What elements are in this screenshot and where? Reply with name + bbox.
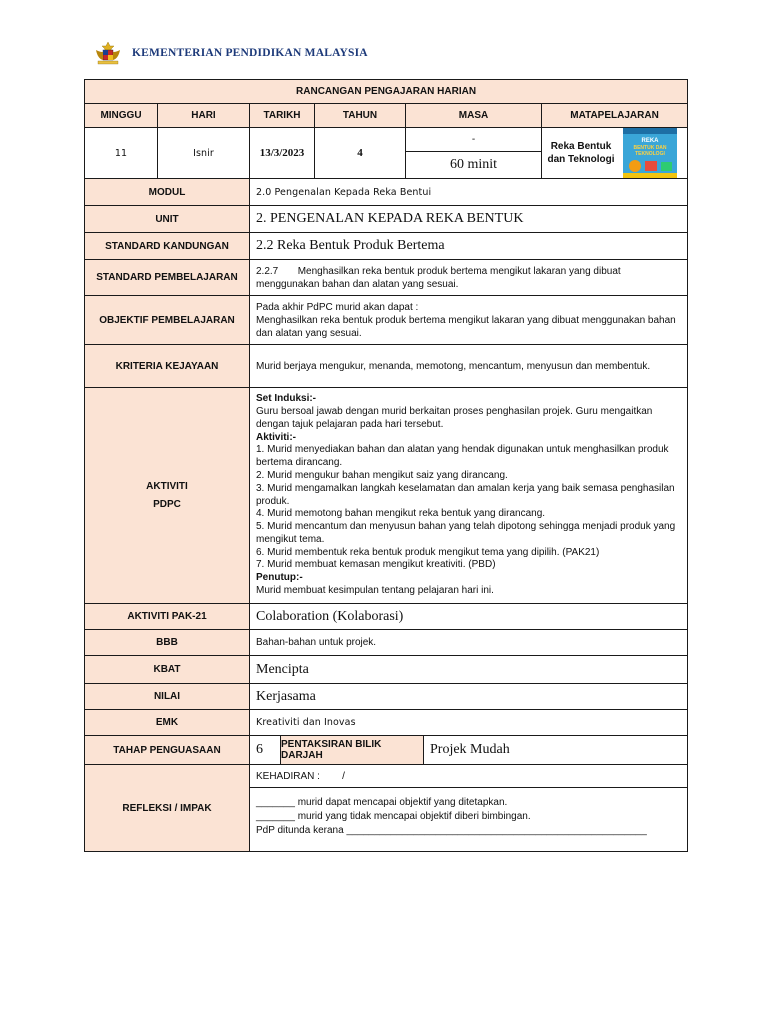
textbook-cover-image	[623, 128, 677, 178]
objektif-cell	[250, 296, 688, 345]
set-induksi-heading: Set Induksi:-	[256, 393, 317, 405]
aktiviti-label-2: PDPC	[153, 498, 181, 510]
col-tarikh: TARIKH	[250, 104, 315, 128]
minggu-value: 11	[85, 128, 158, 179]
pbd-value: Projek Mudah	[430, 742, 510, 757]
objektif-label: OBJEKTIF PEMBELAJARAN	[85, 296, 250, 345]
aktiviti-step: 7. Murid membuat kemasan mengikut kreativiti. (PBD)	[256, 559, 496, 571]
masa-top: -	[406, 129, 541, 152]
refleksi-line3: PdP ditunda kerana ______________________________________________________	[256, 825, 647, 836]
modul-label: MODUL	[85, 179, 250, 206]
col-matapelajaran: MATAPELAJARAN	[542, 104, 688, 128]
tarikh-value: 13/3/2023	[250, 128, 315, 179]
title-row	[85, 80, 688, 104]
bbb-label: BBB	[85, 630, 250, 656]
standard-pembelajaran-label: STANDARD PEMBELAJARAN	[85, 260, 250, 296]
aktiviti-step: 1. Murid menyediakan bahan dan alatan yang hendak digunakan untuk menghasilkan produk bertema dirancang.	[256, 444, 669, 469]
row-objektif	[85, 296, 688, 345]
rph-table	[84, 79, 688, 852]
tahap-label: TAHAP PENGUASAAN	[85, 736, 250, 765]
aktiviti-step: 3. Murid mengamalkan langkah keselamatan dan amalan kerja yang baik semasa penghasilan produk.	[256, 482, 675, 507]
refleksi-line2: _______ murid yang tidak mencapai objektif diberi bimbingan.	[256, 811, 531, 822]
row-refleksi	[85, 765, 688, 852]
svg-text:TEKNOLOGI: TEKNOLOGI	[634, 151, 665, 157]
emk-label: EMK	[85, 710, 250, 736]
col-tahun: TAHUN	[315, 104, 406, 128]
masa-cell	[406, 128, 542, 179]
tahap-value: 6	[250, 736, 281, 764]
aktiviti-label	[85, 388, 250, 604]
kriteria-value: Murid berjaya mengukur, menanda, memotong, mencantum, menyusun dan membentuk.	[250, 345, 688, 388]
page-header	[92, 40, 692, 66]
refleksi-line1: _______ murid dapat mencapai objektif yang ditetapkan.	[256, 797, 508, 808]
matapelajaran-cell	[542, 128, 688, 179]
row-pak21	[85, 604, 688, 630]
row-bbb	[85, 630, 688, 656]
info-row	[85, 128, 688, 179]
kehadiran-text: KEHADIRAN : /	[250, 765, 687, 788]
pak21-value: Colaboration (Kolaborasi)	[250, 604, 688, 630]
aktiviti-step: 4. Murid memotong bahan mengikut reka bentuk yang dirancang.	[256, 508, 546, 520]
matapelajaran-value: Reka Bentuk dan Teknologi	[547, 141, 615, 165]
kbat-value: Mencipta	[250, 656, 688, 684]
row-unit	[85, 206, 688, 233]
objektif-line2: Menghasilkan reka bentuk produk bertema mengikut lakaran yang dibuat menggunakan bahan dan alatan yang sesuai.	[256, 314, 676, 339]
standard-kandungan-label: STANDARD KANDUNGAN	[85, 233, 250, 260]
malaysia-coat-of-arms-icon	[92, 41, 124, 65]
col-hari: HARI	[158, 104, 250, 128]
kriteria-label: KRITERIA KEJAYAAN	[85, 345, 250, 388]
col-minggu: MINGGU	[85, 104, 158, 128]
hari-value: Isnir	[158, 128, 250, 179]
aktiviti-step: 5. Murid mencantum dan menyusun bahan yang telah dipotong sehingga menjadi produk yang mengikut tema.	[256, 521, 676, 545]
aktiviti-label-1: AKTIVITI	[146, 480, 188, 492]
aktiviti-step: 6. Murid membentuk reka bentuk produk mengikut tema yang dipilih. (PAK21)	[256, 546, 600, 558]
row-modul	[85, 179, 688, 206]
aktiviti-content	[250, 388, 688, 604]
nilai-label: NILAI	[85, 684, 250, 710]
row-standard-pembelajaran	[85, 260, 688, 296]
column-header-row	[85, 104, 688, 128]
masa-bottom: 60 minit	[449, 156, 498, 172]
aktiviti-heading: Aktiviti:-	[256, 431, 296, 443]
standard-kandungan-value: 2.2 Reka Bentuk Produk Bertema	[250, 233, 688, 260]
objektif-line1: Pada akhir PdPC murid akan dapat :	[256, 301, 419, 313]
refleksi-label: REFLEKSI / IMPAK	[85, 765, 250, 852]
tahap-cell	[250, 736, 688, 765]
row-kbat	[85, 656, 688, 684]
row-kriteria	[85, 345, 688, 388]
pak21-label: AKTIVITI PAK-21	[85, 604, 250, 630]
tahun-value: 4	[315, 128, 406, 179]
aktiviti-step: 2. Murid mengukur bahan mengikut saiz yang dirancang.	[256, 469, 508, 481]
standard-pembelajaran-value: 2.2.7 Menghasilkan reka bentuk produk bertema mengikut lakaran yang dibuat menggunakan bahan dan alatan yang sesuai.	[250, 260, 688, 296]
svg-text:BENTUK DAN: BENTUK DAN	[633, 145, 667, 151]
ministry-name: KEMENTERIAN PENDIDIKAN MALAYSIA	[132, 47, 368, 59]
row-aktiviti	[85, 388, 688, 604]
pbd-label: PENTAKSIRAN BILIK DARJAH	[281, 736, 424, 764]
unit-label: UNIT	[85, 206, 250, 233]
bbb-value: Bahan-bahan untuk projek.	[250, 630, 688, 656]
col-masa: MASA	[406, 104, 542, 128]
set-induksi-text: Guru bersoal jawab dengan murid berkaitan proses penghasilan projek. Guru mengaitkan dengan tajuk pelajaran pada hari tersebut.	[256, 405, 653, 430]
form-title: RANCANGAN PENGAJARAN HARIAN	[85, 80, 688, 104]
svg-text:REKA: REKA	[641, 138, 659, 144]
penutup-heading: Penutup:-	[256, 572, 303, 584]
modul-value: 2.0 Pengenalan Kepada Reka Bentui	[250, 179, 688, 206]
row-nilai	[85, 684, 688, 710]
kbat-label: KBAT	[85, 656, 250, 684]
row-emk	[85, 710, 688, 736]
nilai-value: Kerjasama	[250, 684, 688, 710]
unit-value: 2. PENGENALAN KEPADA REKA BENTUK	[250, 206, 688, 233]
refleksi-cell	[250, 765, 688, 852]
row-tahap	[85, 736, 688, 765]
penutup-text: Murid membuat kesimpulan tentang pelajaran hari ini.	[256, 585, 494, 597]
emk-value: Kreativiti dan Inovas	[250, 710, 688, 736]
row-standard-kandungan	[85, 233, 688, 260]
